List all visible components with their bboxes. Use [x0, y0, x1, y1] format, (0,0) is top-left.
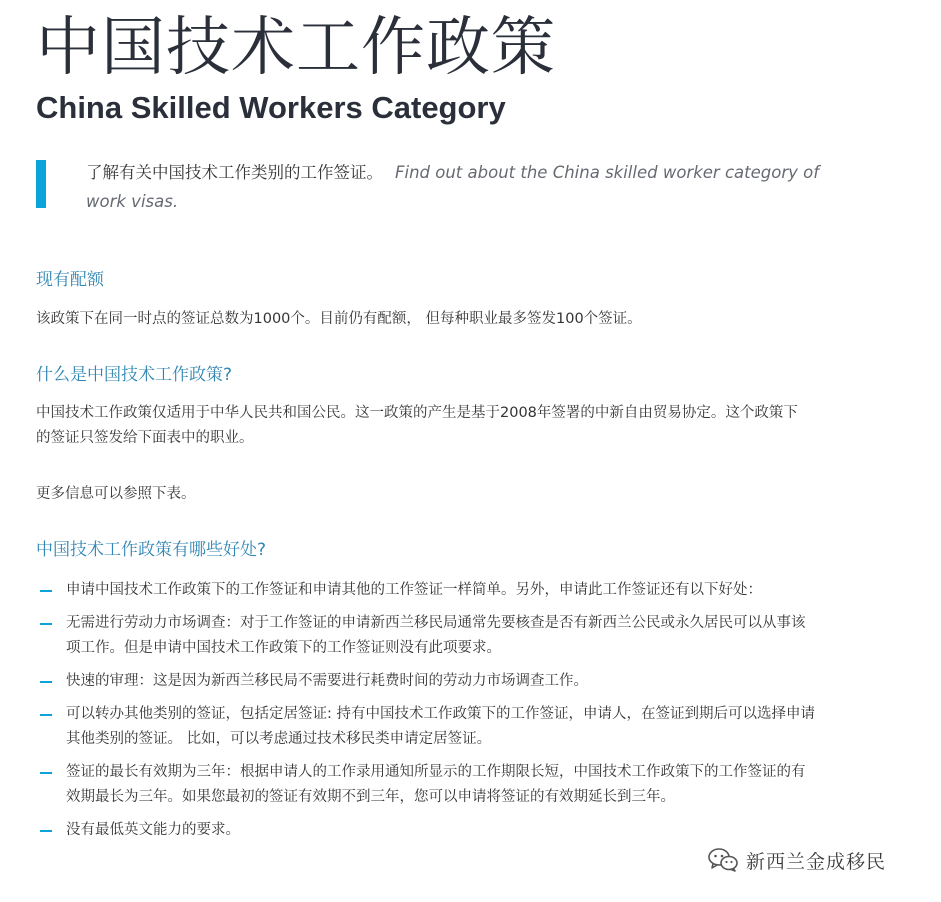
dash-bullet-icon [40, 714, 52, 716]
list-item: 申请中国技术工作政策下的工作签证和申请其他的工作签证一样简单。另外，申请此工作签证还有以下好处： [36, 578, 816, 603]
quota-paragraph: 该政策下在同一时点的签证总数为1000个。目前仍有配额， 但每种职业最多签发100个签证。 [36, 311, 642, 327]
intro-text-chinese: 了解有关中国技术工作类别的工作签证。 [86, 163, 383, 182]
list-item: 可以转办其他类别的签证，包括定居签证: 持有中国技术工作政策下的工作签证，申请人，在签证到期后可以选择申请其他类别的签证。 比如，可以考虑通过技术移民类申请定居签证。 [36, 702, 816, 752]
list-item: 签证的最长有效期为三年：根据申请人的工作录用通知所显示的工作期限长短，中国技术工作政策下的工作签证的有效期最长为三年。如果您最初的签证有效期不到三年，您可以申请将签证的有效期延长到三年。 [36, 760, 816, 810]
page-title-chinese: 中国技术工作政策 [36, 11, 556, 85]
dash-bullet-icon [40, 772, 52, 774]
benefits-list [36, 578, 816, 851]
heading-quota: 现有配额 [36, 270, 104, 290]
dash-bullet-icon [40, 681, 52, 683]
list-item: 没有最低英文能力的要求。 [36, 818, 816, 843]
what-is-policy-paragraph: 中国技术工作政策仅适用于中华人民共和国公民。这一政策的产生是基于2008年签署的中新自由贸易协定。这个政策下的签证只签发给下面表中的职业。 [36, 405, 798, 446]
heading-what-is-policy: 什么是中国技术工作政策? [36, 365, 233, 385]
intro-text-english: Find out about the China skilled worker category of work visas. [86, 163, 820, 211]
list-item: 无需进行劳动力市场调查：对于工作签证的申请新西兰移民局通常先要核查是否有新西兰公民或永久居民可以从事该项工作。但是申请中国技术工作政策下的工作签证则没有此项要求。 [36, 611, 816, 661]
dash-bullet-icon [40, 623, 52, 625]
intro-accent-bar [36, 160, 46, 208]
heading-benefits: 中国技术工作政策有哪些好处? [36, 540, 267, 560]
watermark-text: 新西兰金成移民 [746, 850, 887, 873]
intro-text [86, 158, 826, 216]
list-item: 快速的审理：这是因为新西兰移民局不需要进行耗费时间的劳动力市场调查工作。 [36, 669, 816, 694]
dash-bullet-icon [40, 830, 52, 832]
dash-bullet-icon [40, 590, 52, 592]
more-info-paragraph: 更多信息可以参照下表。 [36, 486, 196, 502]
wechat-icon [708, 848, 738, 872]
wechat-watermark [708, 846, 886, 874]
page-title-english: China Skilled Workers Category [36, 90, 506, 125]
